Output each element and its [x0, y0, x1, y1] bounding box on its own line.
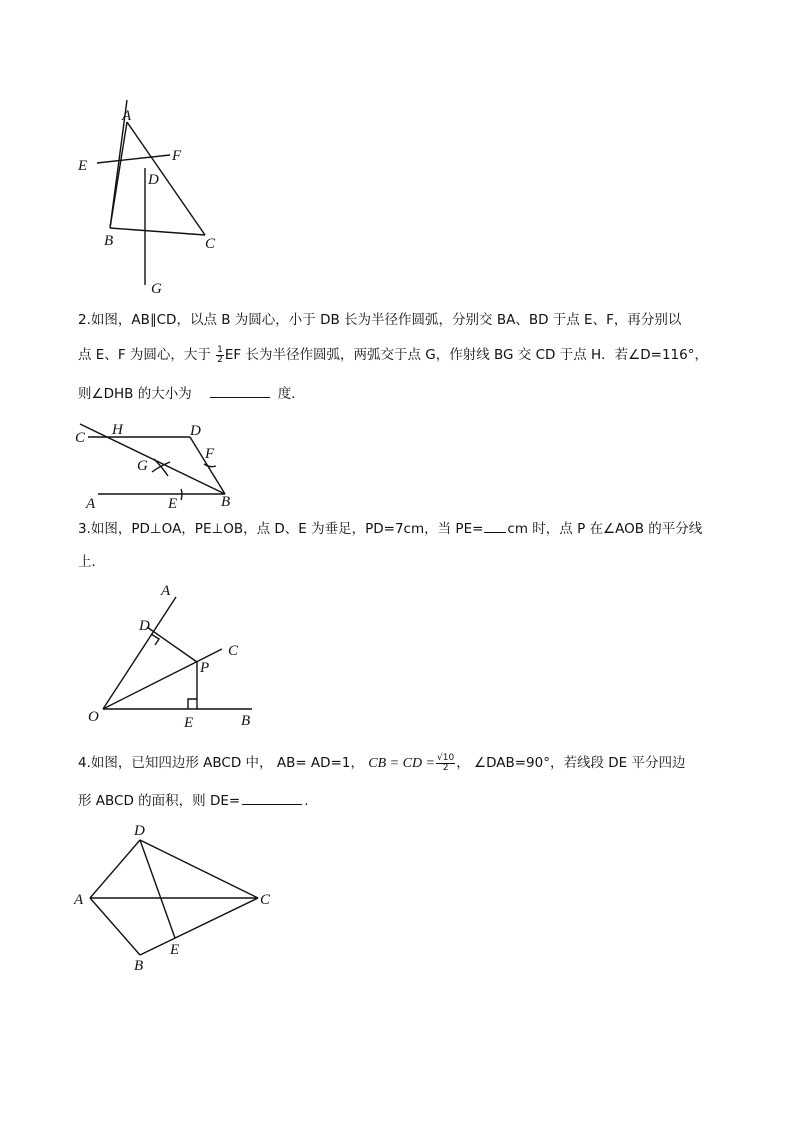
- segment-ad: [90, 840, 140, 898]
- label-e: E: [168, 496, 178, 510]
- q2-line-2-pre: 点 E、F 为圆心，大于: [78, 347, 216, 363]
- segment-cb: [140, 898, 258, 955]
- label-f: F: [172, 148, 182, 164]
- label-e: E: [170, 942, 180, 958]
- label-f: F: [205, 446, 215, 462]
- label-b: B: [134, 958, 144, 974]
- label-b: B: [221, 494, 231, 510]
- q2-line-3: [78, 383, 305, 404]
- label-c: C: [75, 430, 86, 446]
- right-angle-d: [151, 634, 159, 645]
- q3-line-2: 上．: [78, 554, 105, 570]
- label-b: B: [104, 233, 114, 249]
- label-a: A: [161, 583, 171, 599]
- label-d: D: [134, 823, 145, 839]
- label-d: D: [148, 172, 159, 188]
- label-a: A: [122, 108, 132, 124]
- fraction-sqrt10-over-2: [436, 754, 455, 773]
- segment-ac: [127, 122, 205, 235]
- label-g: G: [151, 281, 162, 297]
- q2-line-3-post: 度．: [277, 386, 305, 402]
- segment-ba: [90, 898, 140, 955]
- figure-3-angle-bisector: [80, 580, 270, 730]
- arc-g-1: [154, 459, 168, 476]
- q4-math-expression: CB = CD =: [368, 756, 435, 771]
- q4-line-1-pre: 4.如图，已知四边形 ABCD 中， AB= AD=1，: [78, 755, 364, 771]
- label-e: E: [78, 158, 88, 174]
- frac-denominator: 2: [442, 762, 449, 773]
- answer-blank-q4[interactable]: [242, 790, 302, 805]
- label-h: H: [112, 422, 123, 438]
- q4-line-2: [78, 790, 309, 811]
- label-d: D: [190, 423, 201, 439]
- q4-line-1-post: ， ∠DAB=90°，若线段 DE 平分四边: [456, 755, 686, 771]
- fraction-half: [216, 346, 224, 365]
- label-d: D: [139, 618, 150, 634]
- label-a: A: [86, 496, 96, 510]
- label-g: G: [137, 458, 148, 474]
- segment-bc: [110, 228, 205, 235]
- frac-numerator: √10: [437, 752, 455, 763]
- figure-4-quadrilateral: [70, 815, 280, 980]
- q4-line-2-post: .: [304, 793, 309, 809]
- q2-line-1: 2.如图，AB∥CD，以点 B 为圆心，小于 DB 长为半径作圆弧，分别交 BA、BD 于点 E、F，再分别以: [78, 312, 682, 328]
- q4-line-2-pre: 形 ABCD 的面积，则 DE=: [78, 793, 241, 809]
- label-c: C: [260, 892, 271, 908]
- label-b: B: [241, 713, 251, 729]
- q4-line-1: [78, 753, 685, 774]
- q2-line-2: [78, 345, 708, 365]
- label-a: A: [74, 892, 84, 908]
- ray-oc: [103, 649, 222, 709]
- label-p: P: [200, 660, 210, 676]
- arc-f: [204, 464, 216, 467]
- frac-denominator: 2: [217, 354, 223, 365]
- ray-oa: [103, 597, 176, 709]
- answer-blank-q3[interactable]: [484, 518, 506, 533]
- line-ef: [97, 155, 170, 163]
- figure-1-triangle: [70, 100, 250, 300]
- q3-line-1: [78, 518, 702, 539]
- label-c: C: [228, 643, 239, 659]
- figure-2-parallel-construction: [70, 418, 250, 510]
- label-e: E: [184, 715, 194, 730]
- answer-blank-q2[interactable]: [210, 383, 270, 398]
- q2-line-3-pre: 则∠DHB 的大小为: [78, 386, 192, 402]
- q3-line-1-post: cm 时，点 P 在∠AOB 的平分线: [507, 521, 703, 537]
- right-angle-e: [188, 699, 197, 709]
- q2-line-2-post: EF 长为半径作圆弧，两弧交于点 G，作射线 BG 交 CD 于点 H．若∠D=116°，: [224, 347, 708, 363]
- label-c: C: [205, 236, 216, 252]
- frac-numerator: 1: [217, 344, 223, 355]
- label-o: O: [88, 709, 99, 725]
- q3-line-1-pre: 3.如图，PD⊥OA，PE⊥OB，点 D、E 为垂足，PD=7cm，当 PE=: [78, 521, 484, 537]
